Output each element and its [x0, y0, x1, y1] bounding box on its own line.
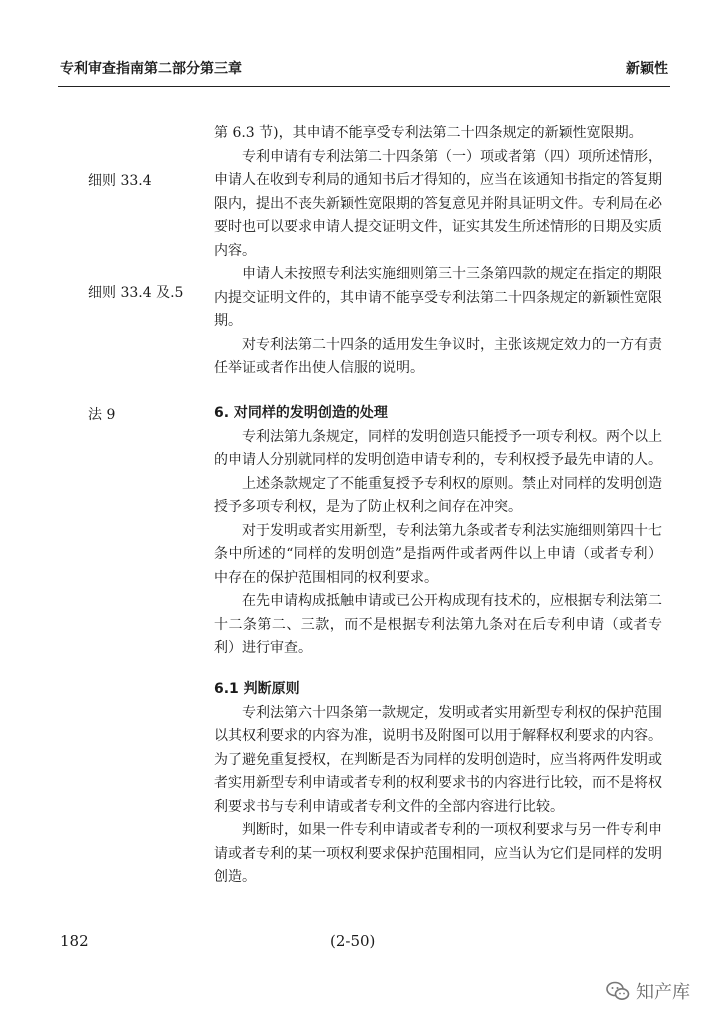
watermark-text: 知产库 — [636, 982, 690, 1003]
margin-note-rule-33-4: 细则 33.4 — [88, 173, 152, 189]
section-heading-6-1: 6.1 判断原则 — [214, 681, 300, 697]
paragraph: 专利法第九条规定，同样的发明创造只能授予一项专利权。两个以上的申请人分别就同样的发明创造申请专利的，专利权授予最先申请的人。 — [214, 428, 662, 468]
margin-note-rule-33-4-5: 细则 33.4 及.5 — [88, 285, 184, 301]
margin-note-law-9: 法 9 — [88, 407, 116, 423]
paragraph: 对专利法第二十四条的适用发生争议时，主张该规定效力的一方有责任举证或者作出使人信服的说明。 — [214, 336, 662, 376]
paragraph: 在先申请构成抵触申请或已公开构成现有技术的，应根据专利法第二十二条第二、三款，而不是根据专利法第九条对在后专利申请（或者专利）进行审查。 — [214, 593, 662, 656]
paragraph: 对于发明或者实用新型，专利法第九条或者专利法实施细则第四十七条中所述的“同样的发明创造”是指两件或者两件以上申请（或者专利）中存在的保护范围相同的权利要求。 — [214, 522, 662, 586]
body-block-section-6 — [214, 402, 662, 661]
running-header-section: 新颖性 — [626, 61, 668, 77]
section-heading-6: 6. 对同样的发明创造的处理 — [214, 405, 388, 421]
paragraph: 专利申请有专利法第二十四条第（一）项或者第（四）项所述情形，申请人在收到专利局的通知书后才得知的，应当在该通知书指定的答复期限内，提出不丧失新颖性宽限期的答复意见并附具证明文件。专利局在必要时也可以要求申请人提交证明文件，证实其发生所述情形的日期及实质内容。 — [214, 148, 662, 259]
paragraph: 上述条款规定了不能重复授予专利权的原则。禁止对同样的发明创造授予多项专利权，是为了防止权利之间存在冲突。 — [214, 475, 662, 515]
wechat-icon — [606, 980, 630, 1002]
watermark — [606, 978, 690, 1004]
body-block-section-6-1 — [214, 678, 662, 890]
page-section-number: (2-50) — [330, 932, 376, 950]
header-divider — [58, 86, 670, 87]
running-header-title: 专利审查指南第二部分第三章 — [60, 61, 242, 77]
body-block-top — [214, 122, 662, 381]
paragraph: 申请人未按照专利法实施细则第三十三条第四款的规定在指定的期限内提交证明文件的，其申请不能享受专利法第二十四条规定的新颖性宽限期。 — [214, 266, 662, 329]
paragraph: 专利法第六十四条第一款规定，发明或者实用新型专利权的保护范围以其权利要求的内容为准，说明书及附图可以用于解释权利要求的内容。为了避免重复授权，在判断是否为同样的发明创造时，应当将两件发明或者实用新型专利申请或者专利的权利要求书的内容进行比较，而不是将权利要求书与专利申请或者专利文件的全部内容进行比较。 — [214, 704, 662, 815]
paragraph: 判断时，如果一件专利申请或者专利的一项权利要求与另一件专利申请或者专利的某一项权利要求保护范围相同，应当认为它们是同样的发明创造。 — [214, 822, 662, 885]
page-number: 182 — [60, 932, 89, 950]
paragraph: 第 6.3 节)，其申请不能享受专利法第二十四条规定的新颖性宽限期。 — [214, 125, 643, 141]
